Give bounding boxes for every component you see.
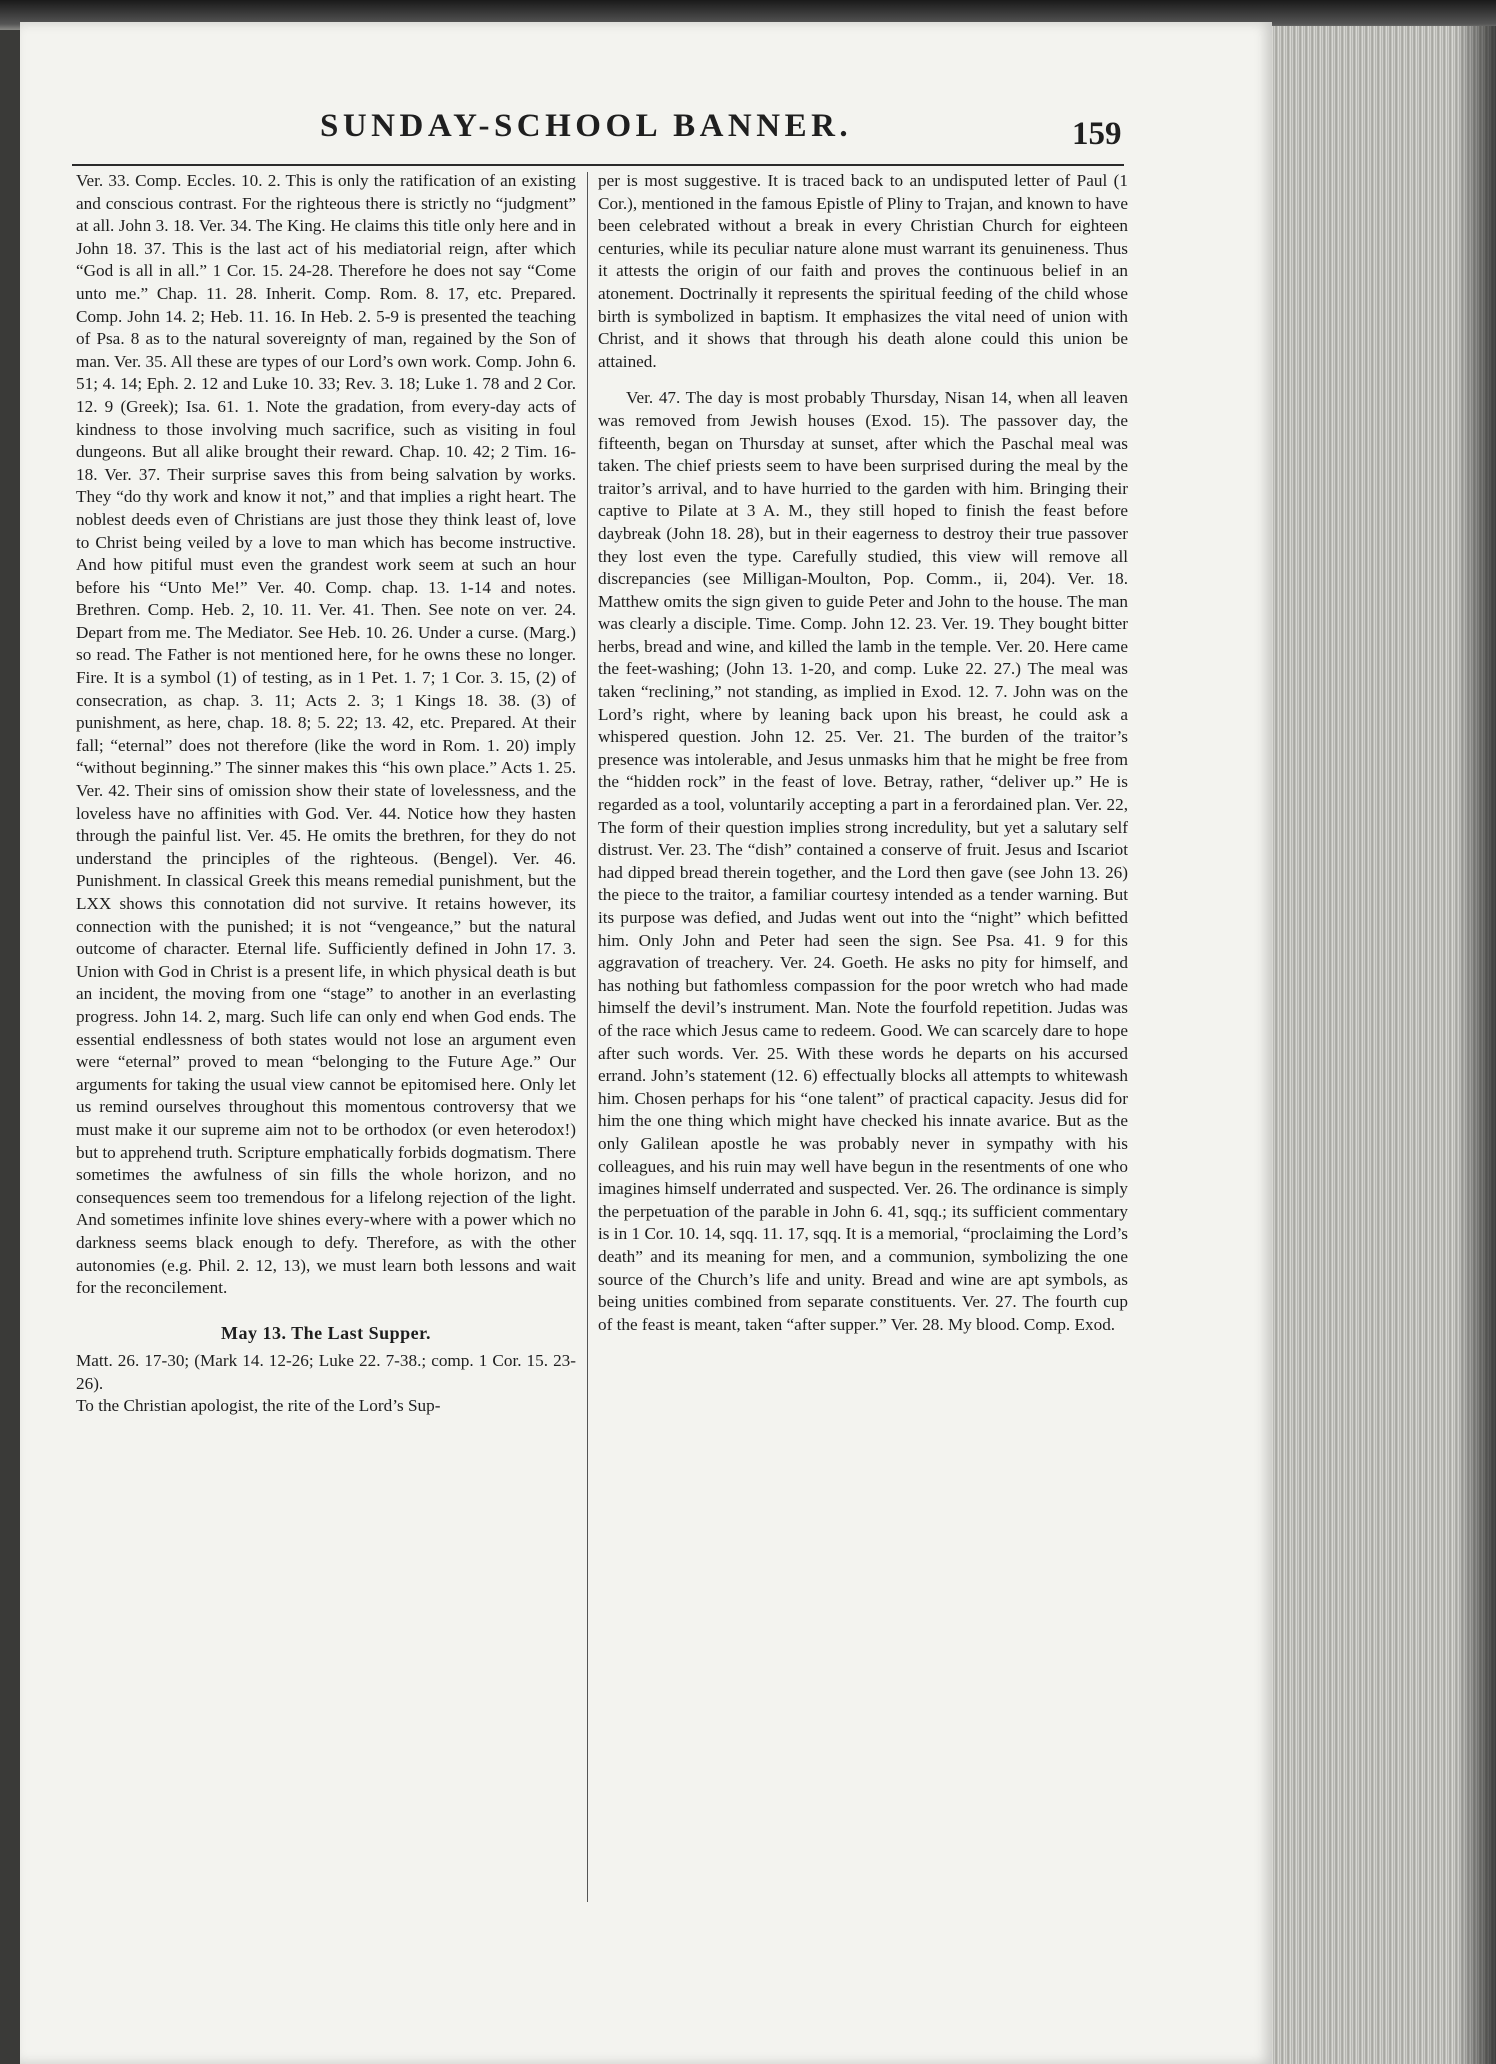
right-column [598, 170, 1128, 1336]
commentary-paragraph: Ver. 47. The day is most probably Thursday, Nisan 14, when all leaven was removed from Jewish houses (Exod. 15). The passover day, the fifteenth, began on Thursday at sunset, after which the Paschal meal was taken. The chief priests seem to have been surprised during the meal by the traitor’s arrival, and to have hurried to the garden with him. Bringing their captive to Pilate at 3 A. M., they still hoped to finish the feast before daybreak (John 18. 28), but in their eagerness to destroy their true passover they lost even the type. Carefully studied, this view will remove all discrepancies (see Milligan-Moulton, Pop. Comm., ii, 204). Ver. 18. Matthew omits the sign given to guide Peter and John to the house. The man was clearly a disciple. Time. Comp. John 12. 23. Ver. 19. They bought bitter herbs, bread and wine, and killed the lamb in the temple. Ver. 20. Here came the feet-washing; (John 13. 1-20, and comp. Luke 22. 27.) The meal was taken “reclining,” not standing, as implied in Exod. 12. 7. John was on the Lord’s right, where by leaning back upon his breast, he could ask a whispered question. John 12. 25. Ver. 21. The burden of the traitor’s presence was intolerable, and Jesus unmasks him that he might be free from the “hidden rock” in the feast of love. Betray, rather, “deliver up.” He is regarded as a tool, voluntarily accepting a part in a ferordained plan. Ver. 22, The form of their question implies strong incredulity, but yet a salutary self distrust. Ver. 23. The “dish” contained a conserve of fruit. Jesus and Iscariot had dipped bread therein together, and the Lord then gave (see John 13. 26) the piece to the traitor, a familiar courtesy intended as a tender warning. But its purpose was defied, and Judas went out into the “night” which befitted him. Only John and Peter had seen the sign. See Psa. 41. 9 for this aggravation of treachery. Ver. 24. Goeth. He asks no pity for himself, and has nothing but fathomless compassion for the poor wretch who had made himself the devil’s instrument. Man. Note the fourfold repetition. Judas was of the race which Jesus came to redeem. Good. We can scarcely dare to hope after such words. Ver. 25. With these words he departs on his accursed errand. John’s statement (12. 6) effectually blocks all attempts to whitewash him. Chosen perhaps for his “one talent” of practical capacity. Jesus did for him the one thing which might have checked his innate avarice. But as the only Galilean apostle he was probably never in sympathy with his colleagues, and his ruin may well have begun in the resentments of one who imagines himself underrated and suspected. Ver. 26. The ordinance is simply the perpetuation of the parable in John 6. 41, sqq.; its sufficient commentary is in 1 Cor. 10. 14, sqq. 11. 17, sqq. It is a memorial, “proclaiming the Lord’s death” and its meaning for men, and a communion, symbolizing the one source of the Church’s life and unity. Bread and wine are apt symbols, as being unities combined from separate constituents. Ver. 27. The fourth cup of the feast is meant, taken “after supper.” Ver. 28. My blood. Comp. Exod. [598, 388, 1128, 1334]
commentary-paragraph: Ver. 33. Comp. Eccles. 10. 2. This is only the ratification of an existing and conscious contrast. For the righteous there is strictly no “judgment” at all. John 3. 18. Ver. 34. The King. He claims this title only here and in John 18. 37. This is the last act of his mediatorial reign, after which “God is all in all.” 1 Cor. 15. 24-28. Therefore he does not say “Come unto me.” Chap. 11. 28. Inherit. Comp. Rom. 8. 17, etc. Prepared. Comp. John 14. 2; Heb. 11. 16. In Heb. 2. 5-9 is presented the teaching of Psa. 8 as to the natural sovereignty of man, regained by the Son of man. Ver. 35. All these are types of our Lord’s own work. Comp. John 6. 51; 4. 14; Eph. 2. 12 and Luke 10. 33; Rev. 3. 18; Luke 1. 78 and 2 Cor. 12. 9 (Greek); Isa. 61. 1. Note the gradation, from every-day acts of kindness to those involving much sacrifice, such as visiting in foul dungeons. But all alike brought their reward. Chap. 10. 42; 2 Tim. 16-18. Ver. 37. Their surprise saves this from being salvation by works. They “do thy work and know it not,” and that implies a right heart. The noblest deeds even of Christians are just those they think least of, love to Christ being veiled by a love to man which has become instructive. And how pitiful must even the grandest work seem at such an hour before his “Unto Me!” Ver. 40. Comp. chap. 13. 1-14 and notes. Brethren. Comp. Heb. 2, 10. 11. Ver. 41. Then. See note on ver. 24. Depart from me. The Mediator. See Heb. 10. 26. Under a curse. (Marg.) so read. The Father is not mentioned here, for he owns these no longer. Fire. It is a symbol (1) of testing, as in 1 Pet. 1. 7; 1 Cor. 3. 15, (2) of consecration, as chap. 3. 11; Acts 2. 3; 1 Kings 18. 38. (3) of punishment, as here, chap. 18. 8; 5. 22; 13. 42, etc. Prepared. At their fall; “eternal” does not therefore (like the word in Rom. 1. 20) imply “without beginning.” The sinner makes this “his own place.” Acts 1. 25. Ver. 42. Their sins of omission show their state of lovelessness, and the loveless have no affinities with God. Ver. 44. Notice how they hasten through the painful list. Ver. 45. He omits the brethren, for they do not understand the principles of the righteous. (Bengel). Ver. 46. Punishment. In classical Greek this means remedial punishment, but the LXX shows this connotation did not survive. It retains however, its connection with the punished; it is not “vengeance,” but the natural outcome of character. Eternal life. Sufficiently defined in John 17. 3. Union with God in Christ is a present life, in which physical death is but an incident, the moving from one “stage” to another in an everlasting progress. John 14. 2, marg. Such life can only end when God ends. The essential endlessness of both states would not lose an argument even were “eternal” proved to mean “belonging to the Future Age.” Our arguments for taking the usual view cannot be epitomised here. Only let us remind ourselves throughout this momentous controversy that we must make it our supreme aim not to be orthodox (or even heterodox!) but to apprehend truth. Scripture emphatically forbids dogmatism. There sometimes the awfulness of sin fills the whole horizon, and no consequences seem too tremendous for a lifelong rejection of the light. And sometimes infinite love shines every-where with a power which no darkness seems black enough to defy. Therefore, as with the other autonomies (e.g. Phil. 2. 12, 13), we must learn both lessons and wait for the reconcilement. [76, 171, 576, 1298]
header-rule [72, 164, 1124, 166]
lesson-intro: To the Christian apologist, the rite of the Lord’s Sup- [76, 1396, 441, 1416]
column-divider [587, 172, 588, 1902]
page-number: 159 [1072, 116, 1122, 152]
running-title: SUNDAY-SCHOOL BANNER. [320, 108, 853, 144]
lesson-heading: May 13. The Last Supper. [220, 1322, 432, 1343]
commentary-paragraph: per is most suggestive. It is traced back to an undisputed letter of Paul (1 Cor.), mentioned in the famous Epistle of Pliny to Trajan, and known to have been celebrated without a break in every Christian Church for eighteen centuries, while its peculiar nature alone must warrant its genuineness. Thus it attests the origin of our faith and proves the continuous belief in an atonement. Doctrinally it represents the spiritual feeding of the child whose birth is symbolized in baptism. It emphasizes the vital need of union with Christ, and it shows that through his death alone could this union be attained. [598, 171, 1128, 371]
page-header [320, 108, 1120, 156]
book-page-edges [1262, 26, 1496, 2064]
left-column [76, 170, 576, 1418]
lesson-scripture-references: Matt. 26. 17-30; (Mark 14. 12-26; Luke 22. 7-38.; comp. 1 Cor. 15. 23-26). [76, 1351, 576, 1393]
